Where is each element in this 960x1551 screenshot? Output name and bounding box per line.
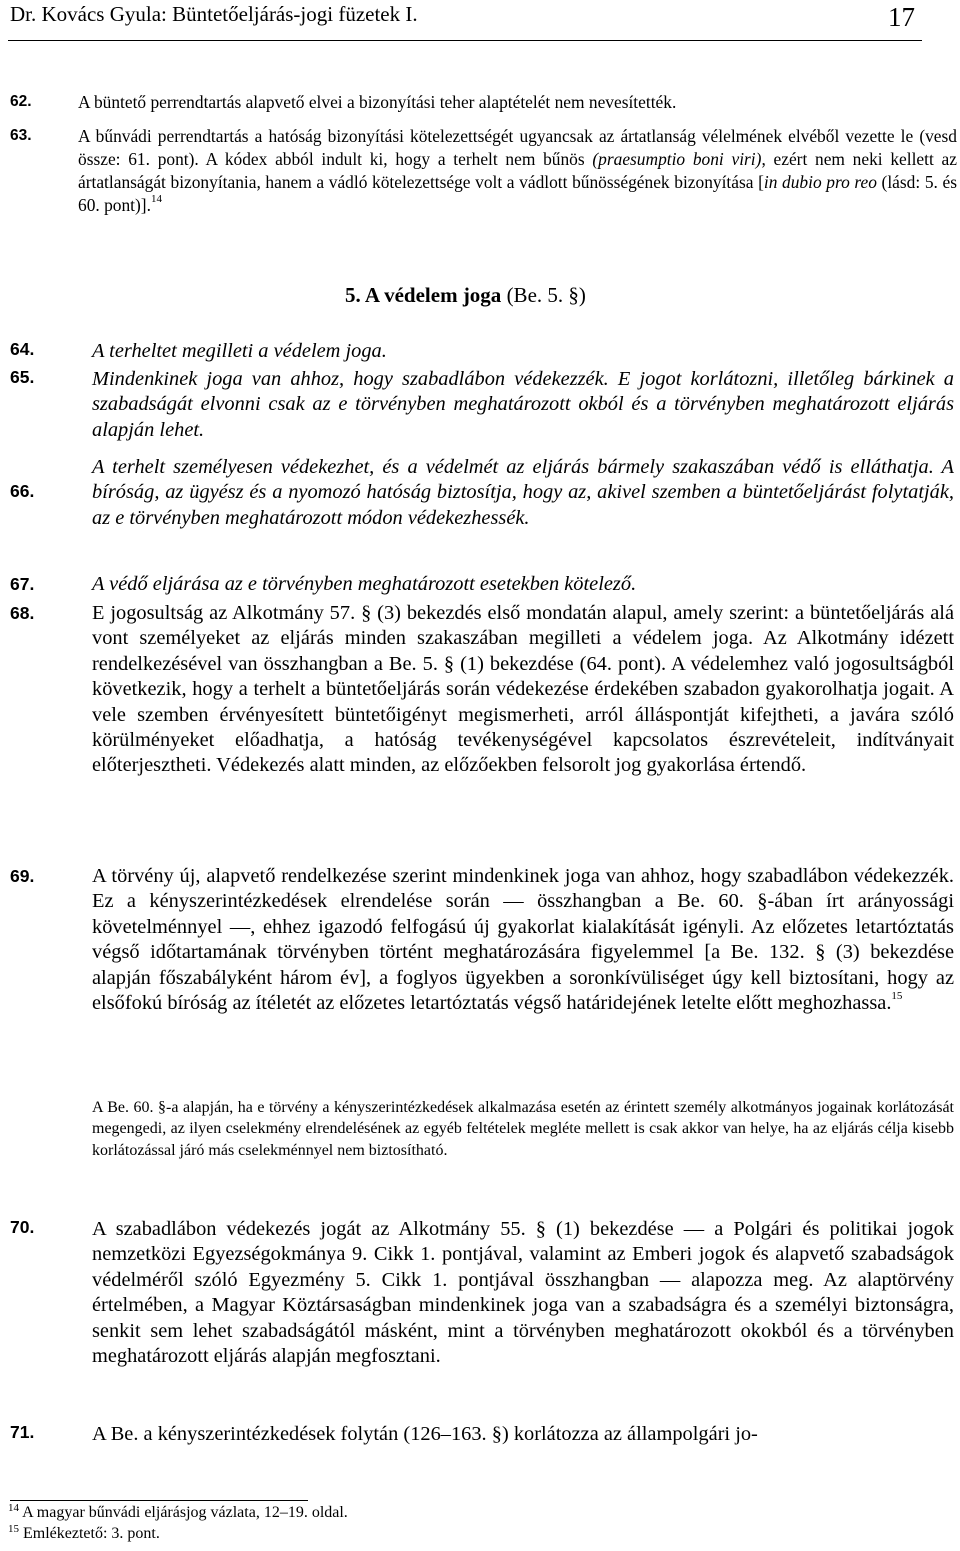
- paragraph-67: A védő eljárása az e törvényben meghatározott esetekben kötelező.: [92, 573, 637, 595]
- running-header-title: Dr. Kovács Gyula: Büntetőeljárás-jogi füzetek I.: [10, 2, 418, 26]
- footnote-ref-15[interactable]: 15: [891, 990, 903, 1003]
- paragraph-number-65: 65.: [10, 367, 35, 387]
- footnote-ref-14[interactable]: 14: [150, 193, 162, 206]
- section-heading-title: 5. A védelem joga: [345, 283, 502, 307]
- paragraph-number-71: 71.: [10, 1422, 35, 1442]
- paragraph-66: [92, 455, 954, 531]
- paragraph-69-note: A Be. 60. §-a alapján, ha e törvény a kényszerintézkedések alkalmazása esetén az érintett személy alkotmányos jogainak korlátozását megengedi, az ilyen cselekmény elrendelésének az egyéb feltételek megléte mellett is csak akkor van helye, ha az eljárás célja kisebb korlátozással járó más cselekménnyel nem biztosítható.: [92, 1099, 954, 1159]
- footnote-15-number: 15: [8, 1522, 19, 1535]
- paragraph-69: [92, 864, 954, 1016]
- paragraph-63-text-e: (lásd: 5. és 60. pont)].: [78, 172, 957, 215]
- footnote-rule: [10, 1500, 308, 1501]
- section-heading: [345, 283, 586, 308]
- paragraph-number-66: 66.: [10, 481, 35, 501]
- paragraph-63: [78, 125, 957, 217]
- paragraph-63-text-a: A bűnvádi perrendtartás a hatóság bizonyítási kötelezettségét ugyancsak az ártatlanság vélelmének elvéből vezette le (vesd össze: 61. pont). A kódex abból indult ki, hogy a terhelt nem bűnös: [78, 126, 957, 169]
- footnote-15-text: Emlékeztető: 3. pont.: [23, 1525, 160, 1542]
- footnote-14-number: 14: [8, 1501, 19, 1514]
- header-rule: [8, 40, 922, 41]
- paragraph-70: A szabadlábon védekezés jogát az Alkotmány 55. § (1) bekezdése — a Polgári és politikai jogok nemzetközi Egyezségokmánya 9. Cikk 1. pontjával, valamint az Emberi jogok és alapvető szabadságok védelméről szóló Egyezmény 5. Cikk 1. pontjával összhangban — alapozza meg. Az alaptörvény értelmében, a Magyar Köztársaságban mindenkinek joga van a szabadságra és a személyi biztonságra, senkit sem lehet szabadságától másként, mint a törvényben meghatározott okokból és a törvényben meghatározott eljárás alapján megfosztani.: [92, 1218, 954, 1368]
- paragraph-68: E jogosultság az Alkotmány 57. § (3) bekezdés első mondatán alapul, amely szerint: a büntetőeljárás alá vont személyeket az eljárás minden szakaszában megilleti a védelem joga. Az Alkotmány idézett rendelkezésével van összhangban a Be. 5. § (1) bekezdése (64. pont). A védelemhez való jogosultságból következik, hogy a terhelt a büntetőeljárás során védekezése érdekében szabadon gyakorolhatja jogait. A vele szemben érvényesített büntetőigényt megismerheti, arról álláspontját kifejtheti, a javára szóló körülményeket előadhatja, a hatóság tevékenységével kapcsolatos észrevételeit, indítványait előterjesztheti. Védekezés alatt minden, az előzőekben felsorolt jog gyakorlása értendő.: [92, 602, 954, 777]
- paragraph-63-latin-maxim: in dubio pro reo: [763, 172, 877, 192]
- paragraph-63-latin-phrase: (praesumptio boni viri): [592, 149, 762, 169]
- paragraph-63-text-c: , ezért nem neki kellett az ártatlanságát bizonyítania, hanem a vádló kötelezettsége volt a vádlott bűnösségének bizonyítása [: [78, 149, 957, 192]
- paragraph-62: A büntető perrendtartás alapvető elvei a bizonyítási teher alaptételét nem nevesítették.: [78, 92, 677, 112]
- paragraph-number-69: 69.: [10, 866, 35, 886]
- paragraph-number-67: 67.: [10, 574, 35, 594]
- paragraph-65-text-b: E jogot korlátozni, illetőleg bárkinek a szabadságát elvonni csak az e törvényben meghatározott okból és a törvényben meghatározott eljárás alapján lehet.: [92, 368, 954, 441]
- footnote-15: [8, 1524, 160, 1544]
- paragraph-number-70: 70.: [10, 1217, 35, 1237]
- paragraph-number-64: 64.: [10, 339, 35, 359]
- paragraph-64: A terheltet megilleti a védelem joga.: [92, 340, 387, 362]
- paragraph-65: [92, 367, 954, 443]
- paragraph-65-text-a: Mindenkinek joga van ahhoz, hogy szabadlábon védekezzék.: [92, 368, 609, 390]
- page-number: 17: [888, 2, 915, 32]
- footnote-14: [8, 1503, 348, 1523]
- paragraph-69-text: A törvény új, alapvető rendelkezése szerint mindenkinek joga van ahhoz, hogy szabadlábon védekezzék. Ez a kényszerintézkedések elrendelése során — összhangban a Be. 60. §-ában írt arányossági követelménnyel —, ehhez igazodó felfogású új gyakorlat kialakítását igényli. Az előzetes letartóztatás végső időtartamának törvényben történt meghatározására figyelemmel [a Be. 132. § (3) bekezdése alapján főszabályként három év], a foglyos ügyekben a soronkívüliséget úgy kell biztosítani, hogy az elsőfokú bíróság az ítéletét az előzetes letartóztatás végső határidejének letelte előtt meghozhassa.: [92, 865, 954, 1015]
- paragraph-71: A Be. a kényszerintézkedések folytán (126–163. §) korlátozza az állampolgári jo-: [92, 1423, 758, 1445]
- paragraph-number-68: 68.: [10, 603, 35, 623]
- paragraph-66-text-a: A terhelt személyesen védekezhet, és a védelmét az eljárás bármely szakaszában védő is elláthatja.: [92, 456, 934, 478]
- footnote-14-text: A magyar bűnvádi eljárásjog vázlata, 12–19. oldal.: [22, 1504, 348, 1521]
- section-heading-reference: (Be. 5. §): [501, 283, 586, 307]
- paragraph-number-62: 62.: [10, 93, 32, 110]
- paragraph-number-63: 63.: [10, 127, 32, 144]
- paragraph-66-text-b: A bíróság, az ügyész és a nyomozó hatóság biztosítja, hogy az, akivel szemben a büntetőeljárást folytatják, az e törvényben meghatározott módon védekezhessék.: [92, 456, 954, 529]
